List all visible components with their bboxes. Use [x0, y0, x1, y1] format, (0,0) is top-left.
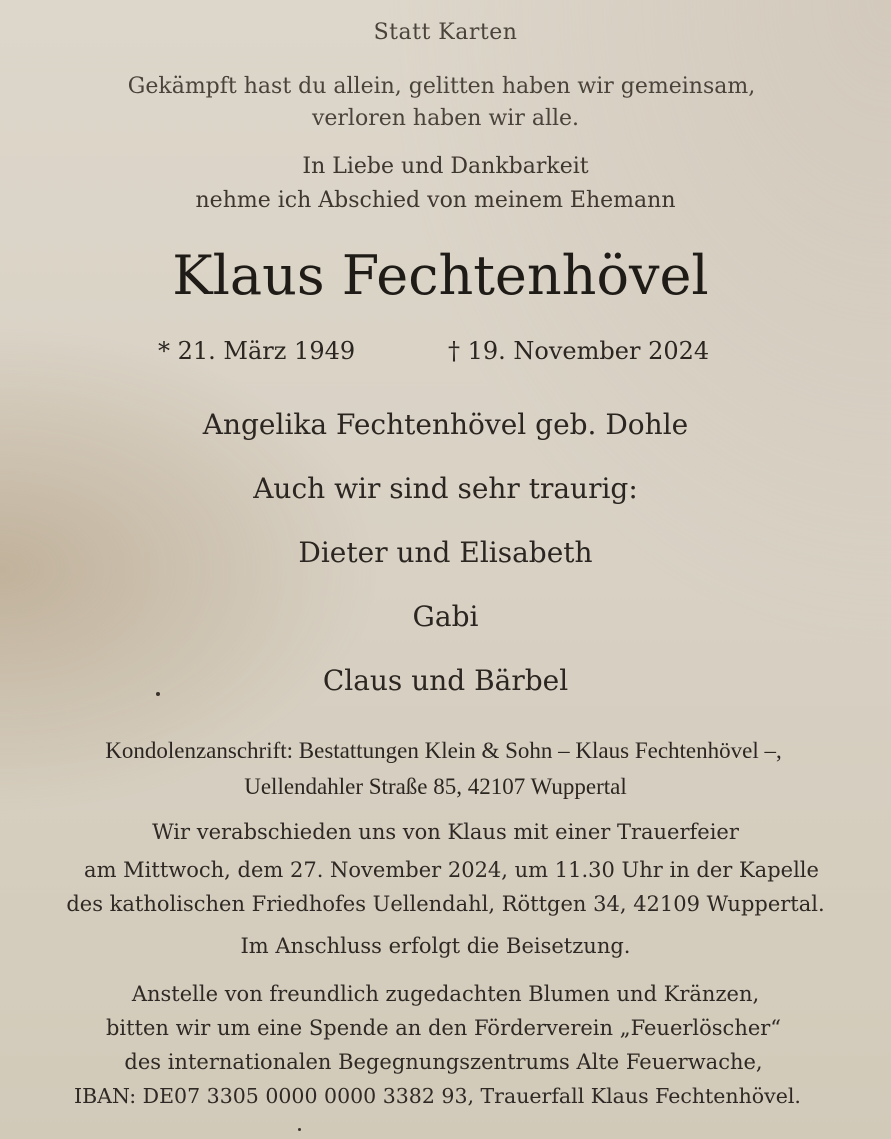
condolence-address-line-2: Uellendahler Straße 85, 42107 Wuppertal — [244, 774, 627, 799]
intro-line-2: nehme ich Abschied von meinem Ehemann — [195, 188, 676, 213]
service-line-1: Wir verabschieden uns von Klaus mit einer Trauerfeier — [152, 820, 739, 844]
donation-line-1: Anstelle von freundlich zugedachten Blumen und Kränzen, — [131, 982, 760, 1006]
print-speck — [156, 692, 160, 696]
header-text: Statt Karten — [373, 20, 518, 45]
quote-line-2: verloren haben wir alle. — [311, 106, 580, 131]
mourner-2: Gabi — [412, 600, 479, 633]
donation-line-2: bitten wir um eine Spende an den Förderverein „Feuerlöscher“ — [105, 1016, 782, 1040]
condolence-address-line-1: Kondolenzanschrift: Bestattungen Klein & Sohn – Klaus Fechtenhövel –, — [105, 738, 782, 763]
widow-name: Angelika Fechtenhövel geb. Dohle — [202, 408, 689, 441]
print-speck — [298, 1128, 301, 1131]
death-date: † 19. November 2024 — [448, 337, 710, 365]
birth-date: * 21. März 1949 — [158, 337, 356, 365]
life-dates — [0, 337, 891, 371]
intro-line-1: In Liebe und Dankbarkeit — [302, 154, 589, 179]
service-line-2: am Mittwoch, dem 27. November 2024, um 11.30 Uhr in der Kapelle — [84, 858, 819, 882]
donation-line-3: des internationalen Begegnungszentrums Alte Feuerwache, — [124, 1050, 763, 1074]
mourner-1: Dieter und Elisabeth — [298, 536, 593, 569]
donation-iban-line: IBAN: DE07 3305 0000 0000 3382 93, Trauerfall Klaus Fechtenhövel. — [74, 1084, 801, 1108]
mourner-3: Claus und Bärbel — [322, 664, 569, 697]
quote-line-1: Gekämpft hast du allein, gelitten haben wir gemeinsam, — [127, 74, 756, 99]
deceased-name: Klaus Fechtenhövel — [172, 244, 709, 307]
service-line-3: des katholischen Friedhofes Uellendahl, Röttgen 34, 42109 Wuppertal. — [66, 892, 825, 916]
burial-text: Im Anschluss erfolgt die Beisetzung. — [240, 934, 631, 958]
also-sad-text: Auch wir sind sehr traurig: — [253, 472, 638, 505]
